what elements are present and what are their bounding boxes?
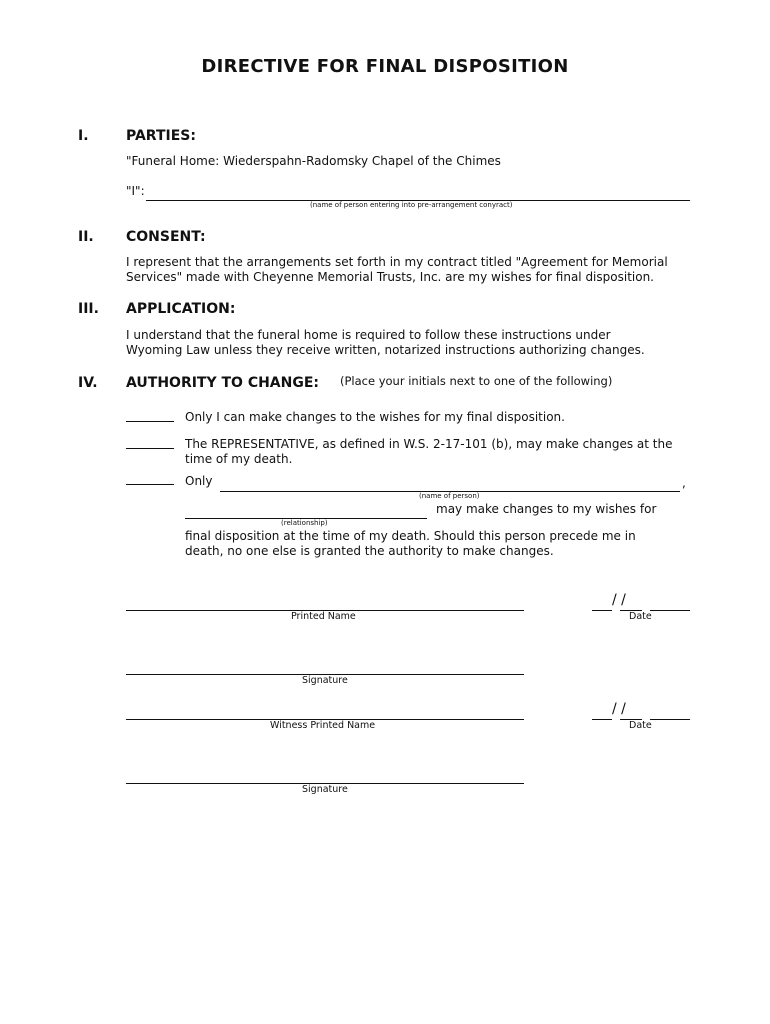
witness-printed-name-label: Witness Printed Name (270, 720, 376, 731)
person-name-caption: (name of person entering into pre-arrangement conyract) (310, 201, 513, 209)
initials-line-option-3[interactable] (126, 484, 174, 485)
consent-line-2: Services" made with Cheyenne Memorial Trusts, Inc. are my wishes for final disposition. (126, 270, 654, 284)
consent-line-1: I represent that the arrangements set forth in my contract titled "Agreement for Memorial (126, 255, 668, 269)
application-line-2: Wyoming Law unless they receive written, notarized instructions authorizing changes. (126, 343, 645, 357)
section-heading-consent: CONSENT: (126, 229, 206, 245)
section-heading-authority: AUTHORITY TO CHANGE: (126, 375, 320, 391)
designee-name-caption: (name of person) (419, 492, 480, 500)
section-number-consent: II. (78, 229, 94, 245)
date-2-month-line[interactable] (592, 719, 612, 720)
date-2-slashes: / / (612, 701, 626, 717)
option-2-line-2: time of my death. (185, 452, 293, 466)
section-heading-application: APPLICATION: (126, 301, 236, 317)
date-2-year-line[interactable] (650, 719, 690, 720)
section-number-authority: IV. (78, 375, 98, 391)
option-1-text: Only I can make changes to the wishes for my final disposition. (185, 410, 565, 424)
may-make-changes-text: may make changes to my wishes for (436, 502, 657, 516)
date-1-slashes: / / (612, 592, 626, 608)
final-disposition-line-1: final disposition at the time of my death. Should this person precede me in (185, 529, 636, 543)
final-disposition-line-2: death, no one else is granted the authority to make changes. (185, 544, 554, 558)
authority-note: (Place your initials next to one of the following) (340, 374, 613, 388)
i-label: "I": (126, 184, 145, 198)
funeral-home-text: "Funeral Home: Wiederspahn-Radomsky Chapel of the Chimes (126, 154, 501, 168)
relationship-caption: (relationship) (281, 519, 328, 527)
section-number-application: III. (78, 301, 99, 317)
initials-line-option-2[interactable] (126, 448, 174, 449)
date-1-year-line[interactable] (650, 610, 690, 611)
initials-line-option-1[interactable] (126, 421, 174, 422)
option-2-line-1: The REPRESENTATIVE, as defined in W.S. 2-17-101 (b), may make changes at the (185, 437, 673, 451)
date-1-month-line[interactable] (592, 610, 612, 611)
document-title: DIRECTIVE FOR FINAL DISPOSITION (201, 56, 569, 77)
application-line-1: I understand that the funeral home is required to follow these instructions under (126, 328, 611, 342)
printed-name-label: Printed Name (291, 611, 356, 622)
signature-1-label: Signature (302, 675, 348, 686)
option-3-only-text: Only (185, 474, 213, 488)
designee-comma: , (682, 476, 686, 490)
date-1-label: Date (629, 611, 652, 622)
section-number-parties: I. (78, 128, 89, 144)
date-2-label: Date (629, 720, 652, 731)
section-heading-parties: PARTIES: (126, 128, 196, 144)
signature-2-label: Signature (302, 784, 348, 795)
